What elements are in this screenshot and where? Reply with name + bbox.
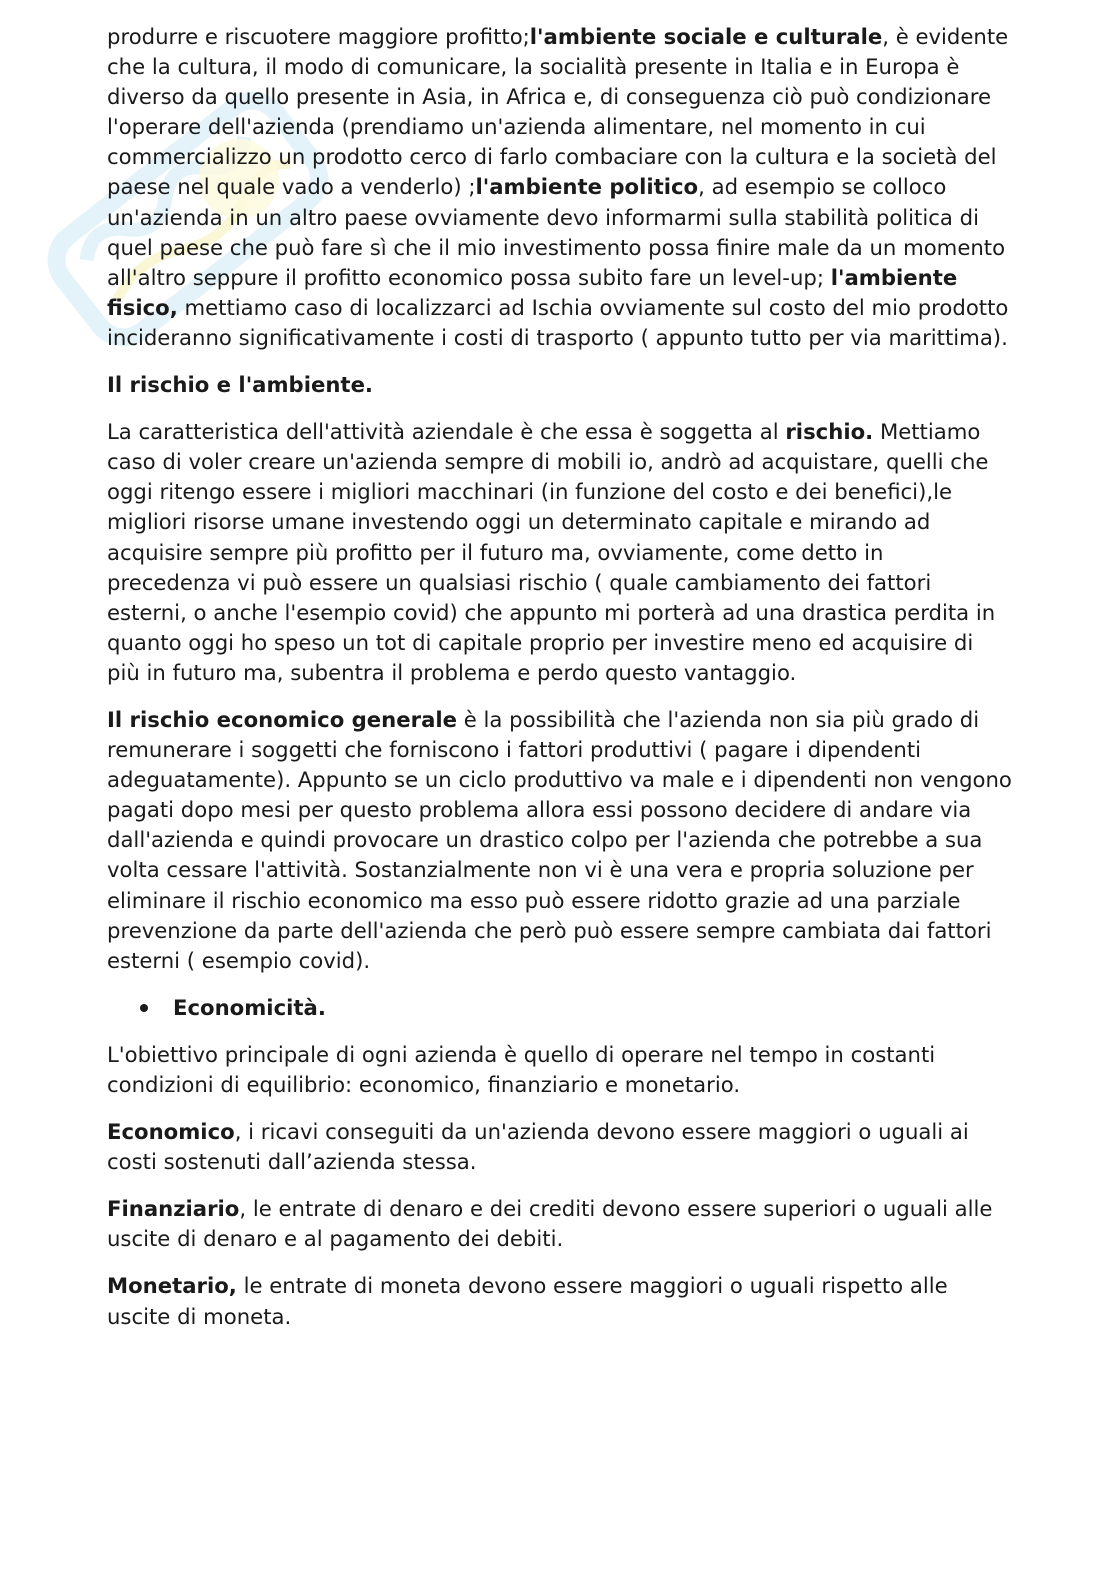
heading-rischio-ambiente: Il rischio e l'ambiente. [107, 372, 373, 398]
paragraph-obiettivo: L'obiettivo principale di ogni azienda è quello di operare nel tempo in costanti condizioni di equilibrio: economico, finanziario e monetario. [107, 1041, 936, 1097]
bullet-dot-icon [140, 1004, 148, 1012]
paragraph-economico: Economico, i ricavi conseguiti da un'azienda devono essere maggiori o uguali ai costi sostenuti dall’azienda stessa. [107, 1119, 969, 1175]
bullet-economicita: Economicità. [107, 993, 1012, 1023]
paragraph-rischio-economico: Il rischio economico generale è la possibilità che l'azienda non sia più grado di remunerare i soggetti che forniscono i fattori produttivi ( pagare i dipendenti adeguatamente). Appunto se un ciclo produttivo va male e i dipendenti non vengono pagati dopo mesi per questo problema allora essi possono decidere di andare via dall'azienda e quindi provocare un drastico colpo per l'azienda che potrebbe a sua volta cessare l'attività. Sostanzialmente non vi è una vera e propria soluzione per eliminare il rischio economico ma esso può essere ridotto grazie ad una parziale prevenzione da parte dell'azienda che però può essere sempre cambiata dai fattori esterni ( esempio covid). [107, 706, 1012, 973]
paragraph-monetario: Monetario, le entrate di moneta devono essere maggiori o uguali rispetto alle uscite di moneta. [107, 1273, 948, 1329]
document-body [107, 22, 1012, 1349]
paragraph-rischio: La caratteristica dell'attività aziendale è che essa è soggetta al rischio. Mettiamo caso di voler creare un'azienda sempre di mobili io, andrò ad acquistare, quelli che oggi ritengo essere i migliori macchinari (in funzione del costo e dei benefici),le migliori risorse umane investendo oggi un determinato capitale e mirando ad acquisire sempre più profitto per il futuro ma, ovviamente, come detto in precedenza vi può essere un qualsiasi rischio ( quale cambiamento dei fattori esterni, o anche l'esempio covid) che appunto mi porterà ad una drastica perdita in quanto oggi ho speso un tot di capitale proprio per investire meno ed acquisire di più in futuro ma, subentra il problema e perdo questo vantaggio. [107, 419, 996, 685]
paragraph-finanziario: Finanziario, le entrate di denaro e dei crediti devono essere superiori o uguali alle uscite di denaro e al pagamento dei debiti. [107, 1196, 993, 1252]
paragraph-ambiente: produrre e riscuotere maggiore profitto;l'ambiente sociale e culturale, è evidente che la cultura, il modo di comunicare, la socialità presente in Italia e in Europa è diverso da quello presente in Asia, in Africa e, di conseguenza ciò può condizionare l'operare dell'azienda (prendiamo un'azienda alimentare, nel momento in cui commercializzo un prodotto cerco di farlo combaciare con la cultura e la società del paese nel quale vado a venderlo) ;l'ambiente politico, ad esempio se colloco un'azienda in un altro paese ovviamente devo informarmi sulla stabilità politica di quel paese che può fare sì che il mio investimento possa finire male da un momento all'altro seppure il profitto economico possa subito fare un level-up; l'ambiente fisico, mettiamo caso di localizzarci ad Ischia ovviamente sul costo del mio prodotto incideranno significativamente i costi di trasporto ( appunto tutto per via marittima). [107, 24, 1009, 350]
